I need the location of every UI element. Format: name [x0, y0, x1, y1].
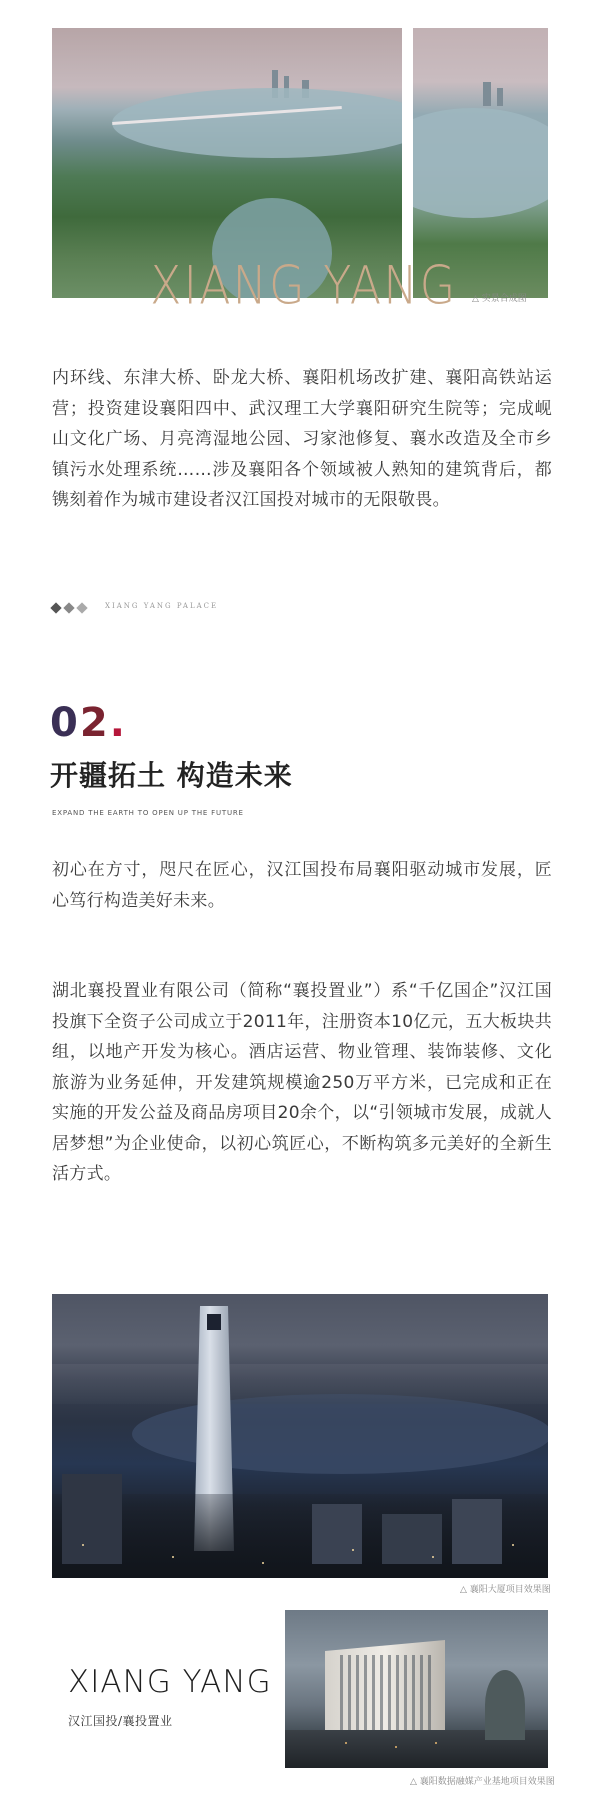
- hero-caption: △ 实景合成图: [472, 294, 527, 304]
- hotel-photo-caption: △ 襄阳数据融媒产业基地项目效果图: [410, 1777, 555, 1787]
- section-number-digit: 2: [79, 700, 110, 746]
- night-photo-caption: △ 襄阳大厦项目效果图: [460, 1585, 551, 1595]
- paragraph-company: 湖北襄投置业有限公司（简称“襄投置业”）系“千亿国企”汉江国投旗下全资子公司成立于2011年，注册资本10亿元，五大板块共组，以地产开发为核心。酒店运营、物业管理、装饰装修、文化旅游为业务延伸，开发建筑规模逾250万平方米，已完成和正在实施的开发公益及商品房项目20余个，以“引领城市发展，成就人居梦想”为企业使命，以初心筑匠心，不断构筑多元美好的全新生活方式。: [52, 981, 552, 1184]
- bottom-brand-title: XIANG YANG: [68, 1664, 272, 1700]
- section-number-dot: .: [109, 700, 127, 746]
- paragraph-intro: 内环线、东津大桥、卧龙大桥、襄阳机场改扩建、襄阳高铁站运营；投资建设襄阳四中、武汉理工大学襄阳研究生院等；完成岘山文化广场、月亮湾湿地公园、习家池修复、襄水改造及全市乡镇污水处理系统……涉及襄阳各个领域被人熟知的建筑背后，都镌刻着作为城市建设者汉江国投对城市的无限敬畏。: [52, 368, 552, 510]
- diamond-icon: [76, 602, 87, 613]
- section-number-digit: 0: [50, 700, 80, 746]
- hotel-building-photo: [285, 1610, 548, 1768]
- section-title: 开疆拓土 构造未来: [50, 759, 293, 792]
- bottom-brand-subtitle: 汉江国投/襄投置业: [68, 1714, 173, 1728]
- divider-label: XIANG YANG PALACE: [105, 602, 219, 610]
- section-number: [50, 700, 127, 746]
- hero-title: XIANG YANG: [150, 253, 458, 317]
- diamond-icon: [63, 602, 74, 613]
- night-city-photo: [52, 1294, 548, 1578]
- diamond-icon: [50, 602, 61, 613]
- diamond-divider: [52, 604, 86, 612]
- section-subtitle: EXPAND THE EARTH TO OPEN UP THE FUTURE: [52, 809, 244, 817]
- paragraph-mission: 初心在方寸，咫尺在匠心，汉江国投布局襄阳驱动城市发展，匠心笃行构造美好未来。: [52, 860, 552, 911]
